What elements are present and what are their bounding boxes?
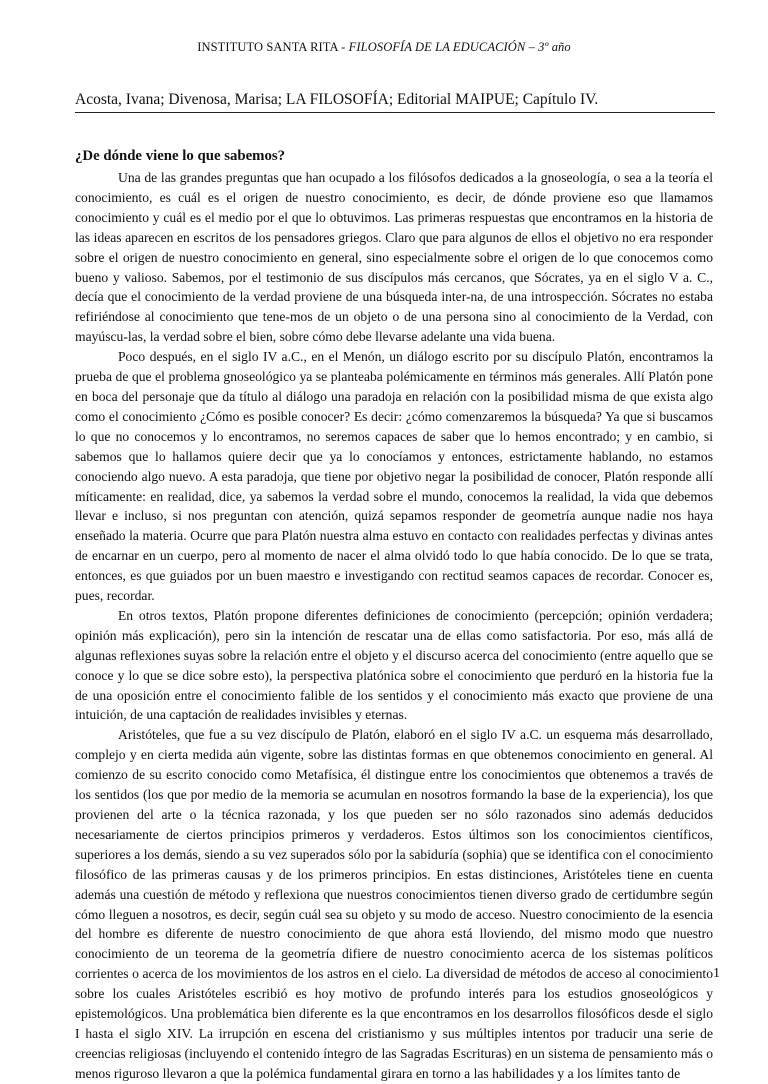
- header-course: FILOSOFÍA DE LA EDUCACIÓN – 3º año: [348, 40, 571, 54]
- header-institution: INSTITUTO SANTA RITA -: [197, 40, 349, 54]
- main-text: [75, 146, 713, 1084]
- paragraph: Poco después, en el siglo IV a.C., en el Menón, un diálogo escrito por su discípulo Platón, encontramos la prueba de que el problema gnoseológico ya se planteaba polémicamente en términos más generales. Allí Platón pone en boca del personaje que da título al diálogo una paradoja en relación con la posibilidad misma de que exista algo como el conocimiento ¿Cómo es posible conocer? Es decir: ¿cómo comenzaremos la búsqueda? Ya que si buscamos lo que no conocemos y lo encontramos, no seremos capaces de saber que lo hemos encontrado; y en cambio, si sabemos que lo hallamos quiere decir que ya lo conocíamos y entonces, estrictamente hablando, no estamos conociendo algo nuevo. A esta paradoja, que tiene por objetivo negar la posibilidad de conocer, Platón responde allí míticamente: en realidad, dice, ya sabemos la verdad sobre el mundo, conocemos la realidad, la vida que debemos llevar e incluso, si nos preguntan con atención, quizá sepamos responder de geometría aunque nadie nos haya enseñado la materia. Ocurre que para Platón nuestra alma estuvo en contacto con realidades perfectas y divinas antes de encarnar en un cuerpo, pero al momento de nacer el alma olvidó todo lo que había conocido. De lo que se trata, entonces, es que guiados por un buen maestro e investigando con rectitud seamos capaces de recordar. Conocer es, pues, recordar.: [75, 349, 713, 604]
- bibliographic-citation: Acosta, Ivana; Divenosa, Marisa; LA FILOSOFÍA; Editorial MAIPUE; Capítulo IV.: [75, 91, 715, 113]
- running-header: [0, 40, 768, 55]
- paragraph: Aristóteles, que fue a su vez discípulo de Platón, elaboró en el siglo IV a.C. un esquema más desarrollado, complejo y en cierta medida aún vigente, sobre las distintas formas en que obtenemos conocimiento en general. Al comienzo de su escrito conocido como Metafísica, él distingue entre los conocimientos que obtenemos a través de los sentidos (los que por medio de la memoria se acumulan en nosotros formando la base de la experiencia), los que provienen del arte o la técnica razonada, y los que pueden ser no sólo razonados sino además deducidos necesariamente de ciertos principios primeros y verdaderos. Estos últimos son los conocimientos científicos, superiores a los demás, siendo a su vez superados sólo por la sabiduría (sophia) que se identifica con el conocimiento filosófico de las primeras causas y de los primeros principios. En estas distinciones, Aristóteles tiene en cuenta además una cuestión de método y reflexiona que nuestros conocimientos tienen diverso grado de certidumbre según cómo lleguen a nosotros, es decir, según cuál sea su objeto y su modo de acceso. Nuestro conocimiento de la esencia del hombre es diferente de nuestro conocimiento de que ahora está lloviendo, del mismo modo que nuestro conocimiento de un teorema de la geometría difiere de nuestro conocimiento acerca de los sistemas políticos corrientes o acerca de los movimientos de los astros en el cielo. La diversidad de métodos de acceso al conocimiento sobre los cuales Aristóteles escribió es hoy motivo de profundo interés para los estudios gnoseológicos y epistemológicos. Una problemática bien diferente es la que encontramos en los desarrollos filosóficos desde el siglo I hasta el siglo XIV. La irrupción en escena del cristianismo y sus múltiples intentos por traducir una serie de creencias religiosas (incluyendo el contenido íntegro de las Sagradas Escrituras) en un sistema de pensamiento más o menos riguroso llevaron a que la polémica fundamental girara en torno a las habilidades y a los límites tanto de: [75, 727, 713, 1081]
- section-title: ¿De dónde viene lo que sabemos?: [75, 148, 286, 164]
- paragraph: Una de las grandes preguntas que han ocupado a los filósofos dedicados a la gnoseología, o sea a la teoría el conocimiento, es cuál es el origen de nuestro conocimiento, es decir, de dónde proviene eso que llamamos conocimiento y cuál es el medio por el que lo obtuvimos. Las primeras respuestas que encontramos en la historia de las ideas aparecen en escritos de los pensadores griegos. Claro que para algunos de ellos el objetivo no era responder sobre el origen de nuestro conocimiento en general, sino especialmente sobre el origen de lo que conocemos como bueno y valioso. Sabemos, por el testimonio de sus discípulos más cercanos, que Sócrates, ya en el siglo V a. C., decía que el conocimiento de la verdad proviene de una búsqueda inter-na, de una introspección. Sócrates no estaba refiriéndose al conocimiento que tene-mos de un objeto o de una persona sino al conocimiento de la Verdad, con mayúscu-las, la verdad sobre el bien, sobre cómo debe llevarse adelante una vida buena.: [75, 170, 713, 345]
- paragraph: En otros textos, Platón propone diferentes definiciones de conocimiento (percepción; opinión verdadera; opinión más explicación), pero sin la intención de rescatar una de ellas como satisfactoria. Por eso, más allá de algunas reflexiones suyas sobre la relación entre el objeto y el discurso acerca del conocimiento (entre aquello que se conoce y lo que se dice sobre esto), la perspectiva platónica sobre el conocimiento que perduró en la historia fue la de una oposición entre el conocimiento falible de los sentidos y el conocimiento más exacto que proviene de una intuición, de una captación de realidades invisibles y eternas.: [75, 607, 713, 723]
- page-number: 1: [713, 966, 720, 981]
